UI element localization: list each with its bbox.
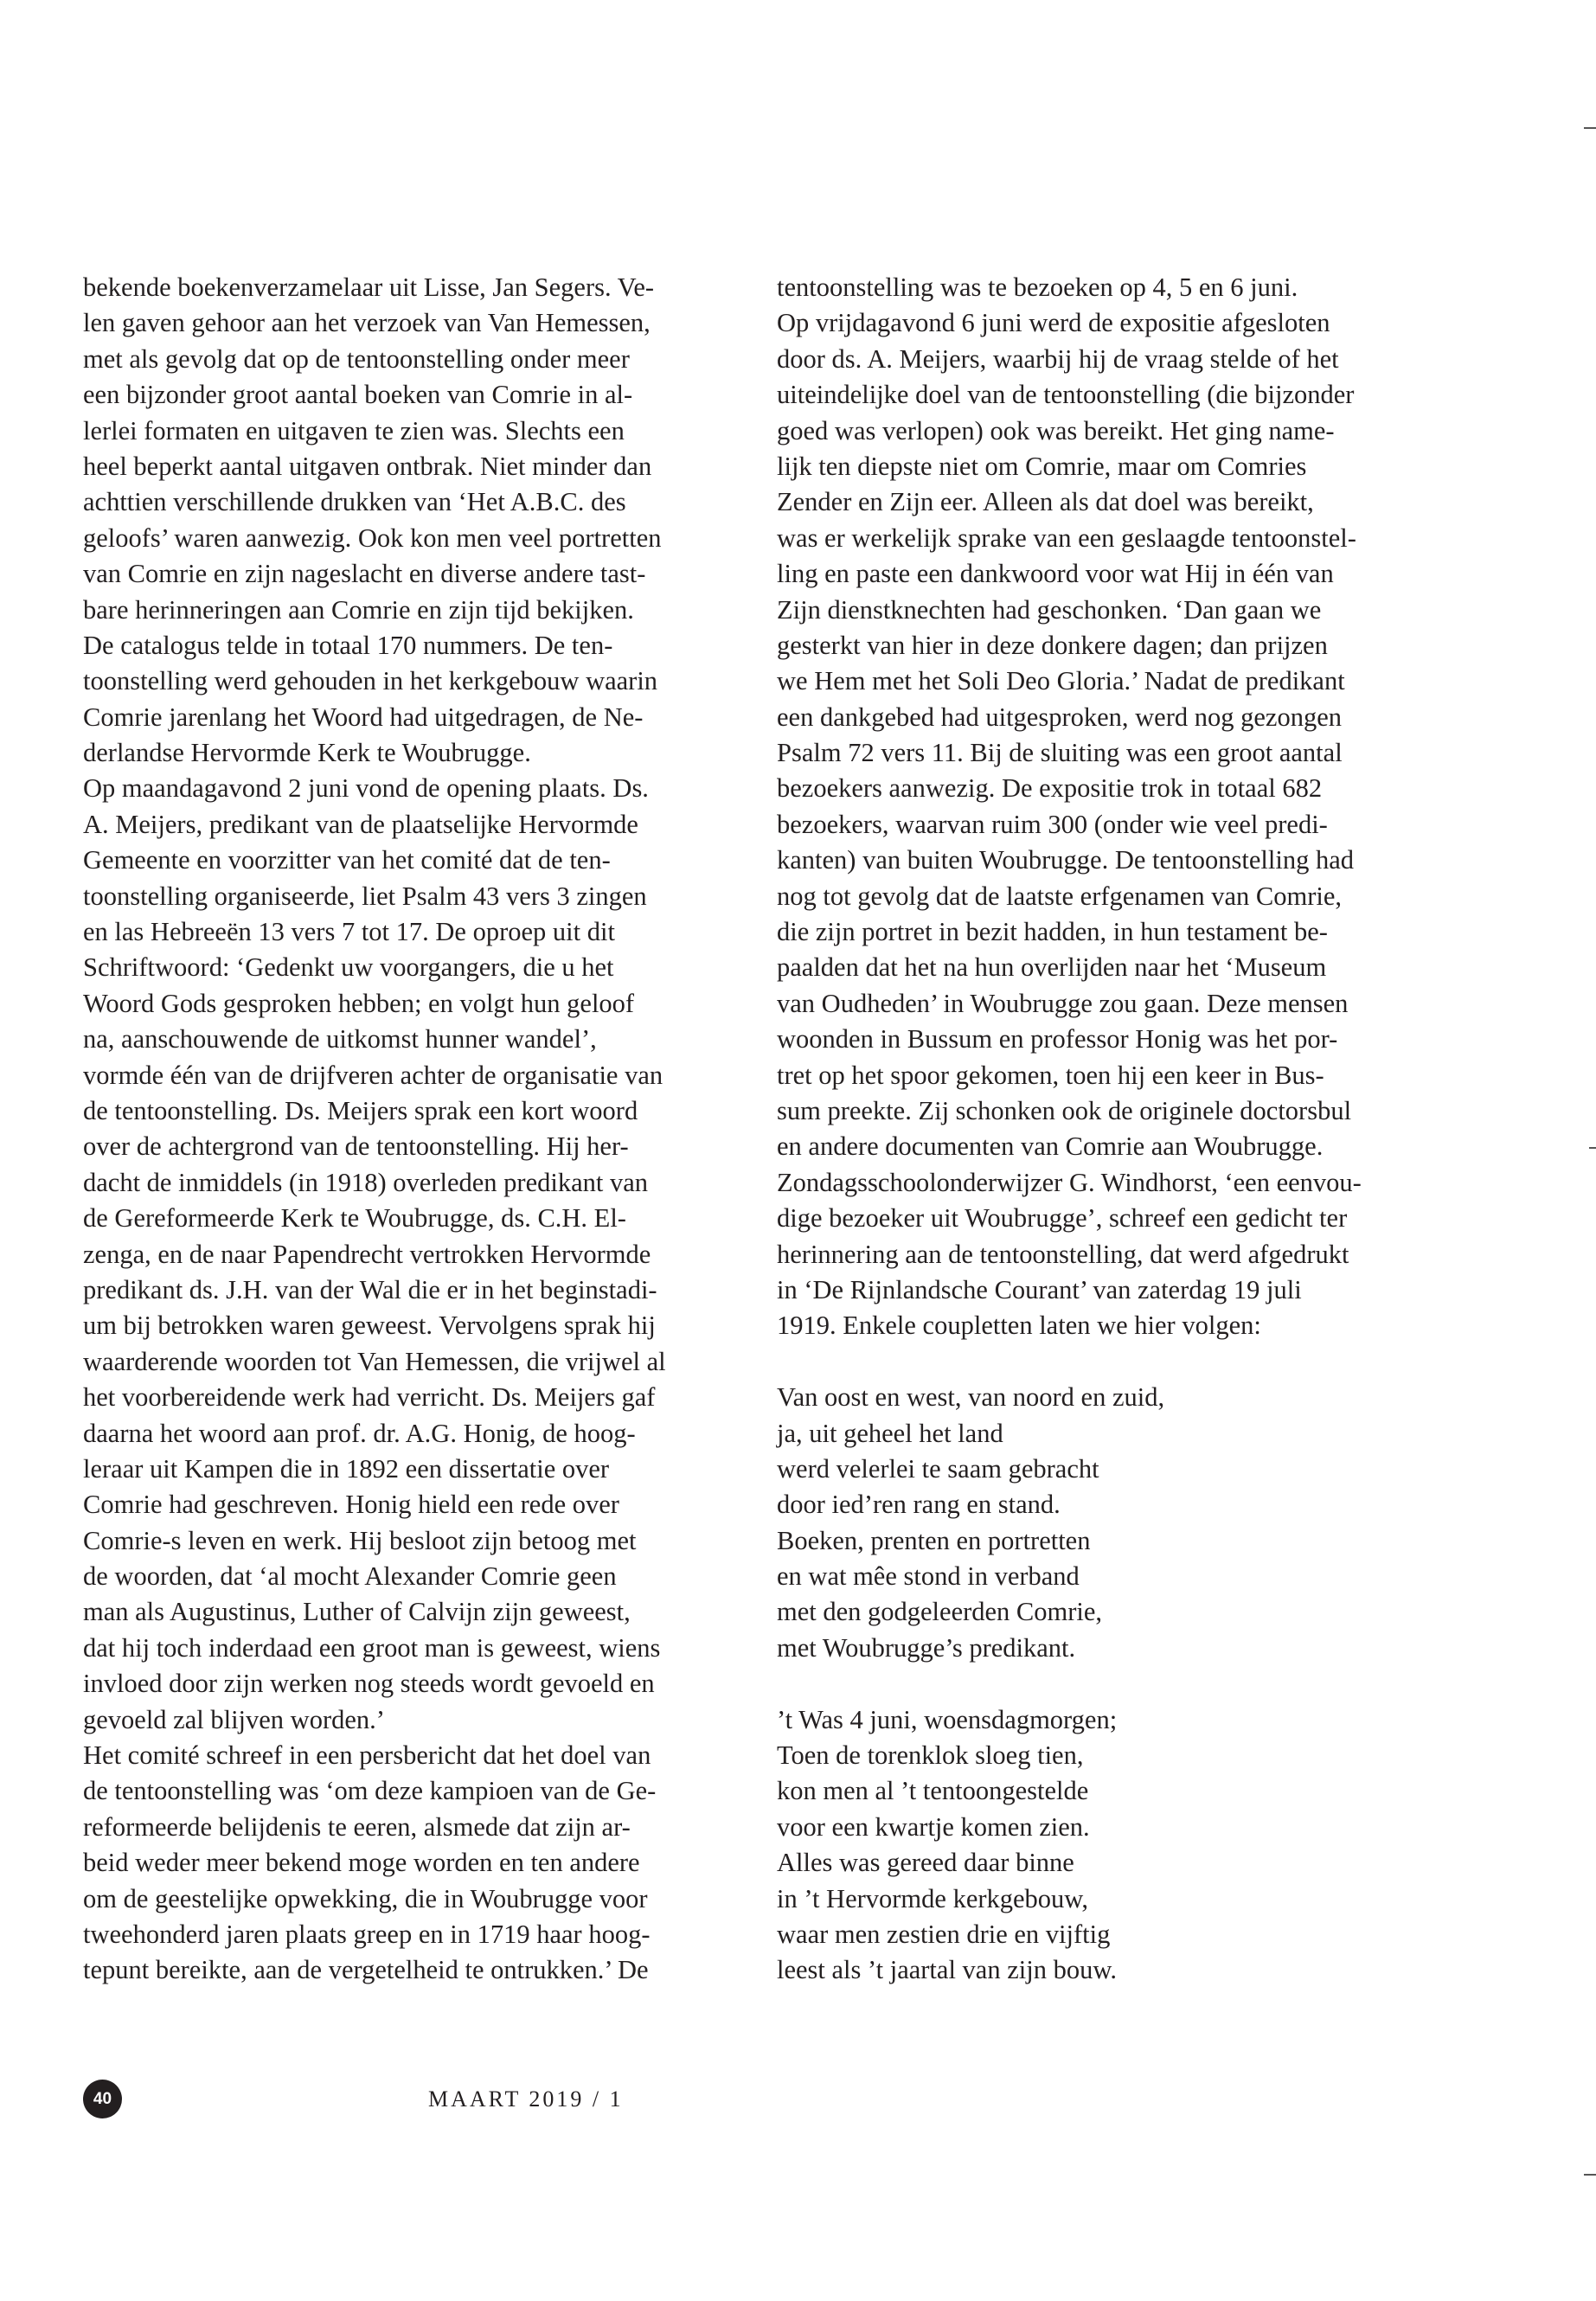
text-line: bare herinneringen aan Comrie en zijn tijd bekijken. — [83, 594, 634, 625]
text-line: kanten) van buiten Woubrugge. De tentoonstelling had — [777, 845, 1354, 875]
text-line: in ‘De Rijnlandsche Courant’ van zaterdag 19 juli — [777, 1274, 1302, 1304]
text-line: Zondagsschoolonderwijzer G. Windhorst, ‘een eenvou- — [777, 1167, 1362, 1197]
poem-line: door ied’ren rang en stand. — [777, 1490, 1061, 1520]
text-line: Op maandagavond 2 juni vond de opening plaats. Ds. — [83, 773, 649, 804]
poem-line: kon men al ’t tentoongestelde — [777, 1776, 1089, 1806]
text-line: we Hem met het Soli Deo Gloria.’ Nadat de predikant — [777, 666, 1345, 696]
text-line: en las Hebreeën 13 vers 7 tot 17. De oproep uit dit — [83, 917, 615, 947]
text-line: man als Augustinus, Luther of Calvijn zijn geweest, — [83, 1597, 631, 1627]
crop-mark-bottom — [1584, 2174, 1596, 2176]
text-line: over de achtergrond van de tentoonstelling. Hij her- — [83, 1131, 629, 1162]
poem-line: met den godgeleerden Comrie, — [777, 1597, 1103, 1627]
text-line: een bijzonder groot aantal boeken van Comrie in al- — [83, 380, 633, 410]
stanza-gap — [777, 1666, 1452, 1702]
text-line: Psalm 72 vers 11. Bij de sluiting was een groot aantal — [777, 738, 1343, 768]
page-number-badge: 40 — [83, 2080, 122, 2118]
poem-stanza-2 — [777, 1702, 1452, 1989]
text-line: waarderende woorden tot Van Hemessen, die vrijwel al — [83, 1346, 666, 1376]
text-line: de woorden, dat ‘al mocht Alexander Comrie geen — [83, 1561, 617, 1592]
text-line: ling en paste een dankwoord voor wat Hij in één van — [777, 559, 1334, 589]
text-line: de Gereformeerde Kerk te Woubrugge, ds. C.H. El- — [83, 1203, 626, 1234]
text-line: len gaven gehoor aan het verzoek van Van Hemessen, — [83, 308, 651, 338]
text-line: De catalogus telde in totaal 170 nummers. De ten- — [83, 630, 613, 660]
text-line: de tentoonstelling was ‘om deze kampioen van de Ge- — [83, 1776, 657, 1806]
text-line: Op vrijdagavond 6 juni werd de expositie afgesloten — [777, 308, 1330, 338]
paragraph-gap — [777, 1344, 1452, 1380]
issue-label: MAART 2019 / 1 — [428, 2086, 624, 2112]
poem-line: met Woubrugge’s predikant. — [777, 1632, 1076, 1663]
text-line: reformeerde belijdenis te eeren, alsmede dat zijn ar- — [83, 1811, 631, 1842]
text-line: het voorbereidende werk had verricht. Ds. Meijers gaf — [83, 1382, 656, 1413]
text-line: die zijn portret in bezit hadden, in hun testament be- — [777, 917, 1328, 947]
text-line: bekende boekenverzamelaar uit Lisse, Jan Segers. Ve- — [83, 272, 655, 302]
text-line: sum preekte. Zij schonken ook de originele doctorsbul — [777, 1095, 1352, 1125]
text-line: dige bezoeker uit Woubrugge’, schreef een gedicht ter — [777, 1203, 1348, 1234]
poem-line: in ’t Hervormde kerkgebouw, — [777, 1883, 1088, 1913]
poem-line: werd velerlei te saam gebracht — [777, 1453, 1099, 1484]
poem-line: voor een kwartje komen zien. — [777, 1811, 1090, 1842]
text-line: om de geestelijke opwekking, die in Woubrugge voor — [83, 1883, 648, 1913]
poem-line: Van oost en west, van noord en zuid, — [777, 1382, 1165, 1413]
text-line: vormde één van de drijfveren achter de organisatie van — [83, 1060, 663, 1090]
poem-line: leest als ’t jaartal van zijn bouw. — [777, 1955, 1117, 1985]
text-line: nog tot gevolg dat de laatste erfgenamen van Comrie, — [777, 881, 1342, 911]
poem-line: Alles was gereed daar binne — [777, 1848, 1074, 1878]
text-line: Comrie-s leven en werk. Hij besloot zijn betoog met — [83, 1525, 637, 1555]
text-line: woonden in Bussum en professor Honig was het por- — [777, 1024, 1338, 1054]
text-line: tweehonderd jaren plaats greep en in 1719 haar hoog- — [83, 1919, 651, 1949]
text-line: A. Meijers, predikant van de plaatselijke Hervormde — [83, 809, 638, 839]
text-line: bezoekers, waarvan ruim 300 (onder wie veel predi- — [777, 809, 1328, 839]
text-line: herinnering aan de tentoonstelling, dat werd afgedrukt — [777, 1239, 1349, 1269]
text-line: 1919. Enkele coupletten laten we hier volgen: — [777, 1311, 1261, 1341]
text-line: tret op het spoor gekomen, toen hij een keer in Bus- — [777, 1060, 1324, 1090]
text-line: paalden dat het na hun overlijden naar het ‘Museum — [777, 952, 1327, 983]
text-line: beid weder meer bekend moge worden en ten andere — [83, 1848, 640, 1878]
text-line: Het comité schreef in een persbericht dat het doel van — [83, 1740, 651, 1771]
right-text-column — [777, 270, 1452, 1989]
text-line: Zender en Zijn eer. Alleen als dat doel was bereikt, — [777, 487, 1314, 517]
text-line: um bij betrokken waren geweest. Vervolgens sprak hij — [83, 1311, 656, 1341]
text-line: was er werkelijk sprake van een geslaagde tentoonstel- — [777, 522, 1356, 553]
text-line: en andere documenten van Comrie aan Woubrugge. — [777, 1131, 1324, 1162]
text-line: gesterkt van hier in deze donkere dagen; dan prijzen — [777, 630, 1328, 660]
text-line: tepunt bereikte, aan de vergetelheid te ontrukken.’ De — [83, 1955, 649, 1985]
text-line: zenga, en de naar Papendrecht vertrokken Hervormde — [83, 1239, 651, 1269]
poem-line: ’t Was 4 juni, woensdagmorgen; — [777, 1704, 1118, 1734]
text-line: Gemeente en voorzitter van het comité dat de ten- — [83, 845, 611, 875]
text-line: Comrie jarenlang het Woord had uitgedragen, de Ne- — [83, 702, 644, 732]
text-line: Zijn dienstknechten had geschonken. ‘Dan gaan we — [777, 594, 1322, 625]
poem-line: Toen de torenklok sloeg tien, — [777, 1740, 1084, 1771]
text-line: Woord Gods gesproken hebben; en volgt hun geloof — [83, 988, 635, 1018]
text-line: achttien verschillende drukken van ‘Het A.B.C. des — [83, 487, 626, 517]
text-line: tentoonstelling was te bezoeken op 4, 5 en 6 juni. — [777, 272, 1298, 302]
text-line: heel beperkt aantal uitgaven ontbrak. Niet minder dan — [83, 451, 652, 481]
text-line: toonstelling werd gehouden in het kerkgebouw waarin — [83, 666, 658, 696]
text-line: goed was verlopen) ook was bereikt. Het ging name- — [777, 415, 1335, 445]
text-line: Schriftwoord: ‘Gedenkt uw voorgangers, die u het — [83, 952, 614, 983]
text-line: met als gevolg dat op de tentoonstelling onder meer — [83, 343, 630, 374]
text-line: van Oudheden’ in Woubrugge zou gaan. Deze mensen — [777, 988, 1349, 1018]
text-line: lerlei formaten en uitgaven te zien was. Slechts een — [83, 415, 625, 445]
text-line: bezoekers aanwezig. De expositie trok in totaal 682 — [777, 773, 1323, 804]
text-line: daarna het woord aan prof. dr. A.G. Honig, de hoog- — [83, 1418, 636, 1448]
text-line: geloofs’ waren aanwezig. Ook kon men veel portretten — [83, 522, 662, 553]
text-line: dacht de inmiddels (in 1918) overleden predikant van — [83, 1167, 649, 1197]
text-line: Comrie had geschreven. Honig hield een rede over — [83, 1490, 619, 1520]
crop-mark-top — [1584, 127, 1596, 129]
text-line: leraar uit Kampen die in 1892 een dissertatie over — [83, 1453, 610, 1484]
text-line: derlandse Hervormde Kerk te Woubrugge. — [83, 738, 531, 768]
left-text-column — [83, 270, 740, 1989]
text-line: van Comrie en zijn nageslacht en diverse andere tast- — [83, 559, 646, 589]
text-line: invloed door zijn werken nog steeds wordt gevoeld en — [83, 1669, 655, 1699]
text-line: dat hij toch inderdaad een groot man is geweest, wiens — [83, 1632, 661, 1663]
text-line: na, aanschouwende de uitkomst hunner wandel’, — [83, 1024, 597, 1054]
poem-stanza-1 — [777, 1380, 1452, 1666]
poem-line: en wat mêe stond in verband — [777, 1561, 1080, 1592]
poem-line: Boeken, prenten en portretten — [777, 1525, 1091, 1555]
crop-mark-middle — [1589, 1147, 1596, 1149]
text-line: de tentoonstelling. Ds. Meijers sprak een kort woord — [83, 1095, 638, 1125]
text-line: lijk ten diepste niet om Comrie, maar om Comries — [777, 451, 1307, 481]
text-line: gevoeld zal blijven worden.’ — [83, 1704, 385, 1734]
text-line: predikant ds. J.H. van der Wal die er in het beginstadi- — [83, 1274, 657, 1304]
text-line: uiteindelijke doel van de tentoonstelling (die bijzonder — [777, 380, 1355, 410]
text-line: toonstelling organiseerde, liet Psalm 43 vers 3 zingen — [83, 881, 647, 911]
text-line: een dankgebed had uitgesproken, werd nog gezongen — [777, 702, 1342, 732]
text-line: door ds. A. Meijers, waarbij hij de vraag stelde of het — [777, 343, 1339, 374]
right-body-text — [777, 270, 1452, 1344]
poem-line: ja, uit geheel het land — [777, 1418, 1003, 1448]
poem-line: waar men zestien drie en vijftig — [777, 1919, 1111, 1949]
